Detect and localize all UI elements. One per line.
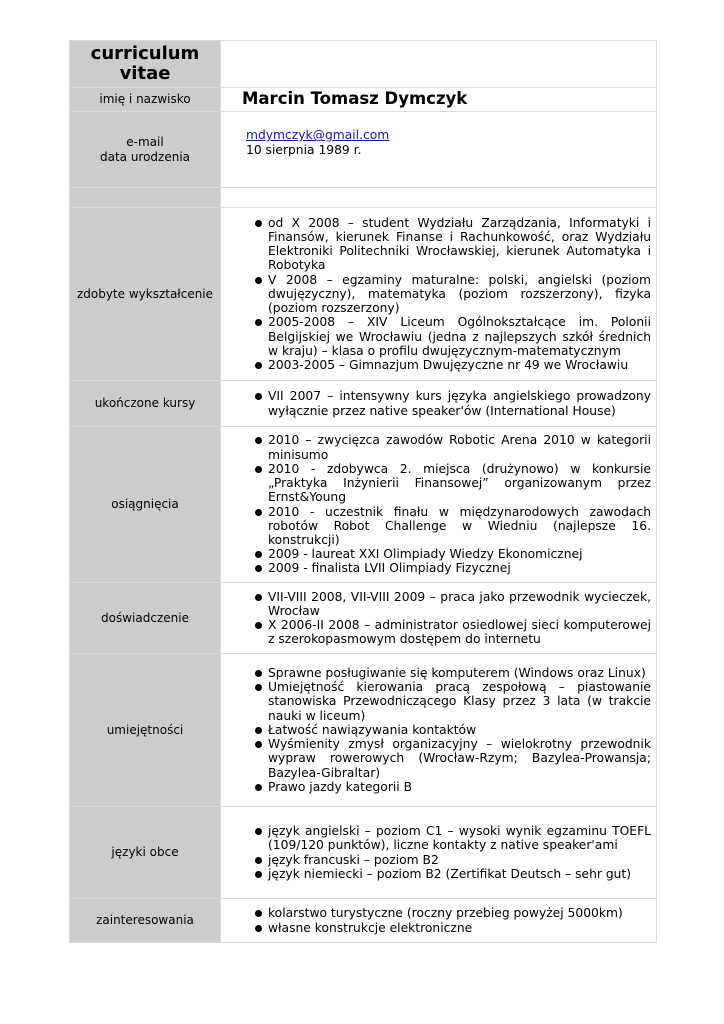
interests-label: zainteresowania — [70, 899, 221, 943]
interests-cell — [221, 899, 657, 943]
name-label: imię i nazwisko — [70, 88, 221, 112]
email-link[interactable]: mdymczyk@gmail.com — [246, 128, 390, 143]
list-item: 2005-2008 – XIV Liceum Ogólnokształcące im. Polonii Belgijskiej we Wrocławiu (jedna z najlepszych szkół średnich w kraju) – klasa o profilu dwujęzycznym-matematycznym — [268, 315, 651, 358]
interests-list — [221, 906, 656, 934]
list-item: VII-VIII 2008, VII-VIII 2009 – praca jako przewodnik wycieczek, Wrocław — [268, 589, 651, 618]
birth-date: 10 sierpnia 1989 r. — [246, 143, 362, 157]
languages-label: języki obce — [70, 807, 221, 899]
education-list — [221, 216, 656, 372]
achievements-row — [70, 427, 657, 583]
contact-label-cell — [70, 112, 221, 188]
contact-cell — [221, 112, 657, 188]
cv-title: curriculum vitae — [90, 43, 200, 84]
courses-cell — [221, 381, 657, 427]
list-item: kolarstwo turystyczne (roczny przebieg powyżej 5000km) — [268, 906, 651, 920]
list-item: Łatwość nawiązywania kontaktów — [268, 723, 651, 737]
achievements-cell — [221, 427, 657, 583]
spacer-value-cell — [221, 188, 657, 208]
list-item: własne konstrukcje elektroniczne — [268, 921, 651, 935]
cv-table — [69, 40, 657, 943]
languages-row — [70, 807, 657, 899]
title-cell — [70, 41, 221, 88]
list-item: Prawo jazdy kategorii B — [268, 780, 651, 794]
title-row — [70, 41, 657, 88]
courses-list — [221, 389, 656, 417]
list-item: 2010 - zdobywca 2. miejsca (drużynowo) w konkursie „Praktyka Inżynierii Finansowej” organizowanym przez Ernst&Young — [268, 461, 651, 505]
list-item: język francuski – poziom B2 — [268, 853, 651, 867]
skills-row — [70, 654, 657, 807]
list-item: 2010 – zwycięzca zawodów Robotic Arena 2010 w kategorii minisumo — [268, 433, 651, 462]
spacer-label-cell — [70, 188, 221, 208]
list-item: 2003-2005 – Gimnazjum Dwujęzyczne nr 49 we Wrocławiu — [268, 358, 651, 372]
education-label: zdobyte wykształcenie — [70, 208, 221, 381]
achievements-label: osiągnięcia — [70, 427, 221, 583]
name-cell — [221, 88, 657, 112]
list-item: Wyśmienity zmysł organizacyjny – wielokrotny przewodnik wypraw rowerowych (Wrocław-Rzym; Bazylea-Prowansja; Bazylea-Gibraltar) — [268, 737, 651, 780]
list-item: język angielski – poziom C1 – wysoki wynik egzaminu TOEFL (109/120 punktów), liczne kontakty z native speaker'ami — [268, 824, 651, 853]
languages-list — [221, 824, 656, 881]
list-item: 2010 - uczestnik finału w międzynarodowych zawodach robotów Robot Challenge w Wiedniu (najlepsze 16. konstrukcji) — [268, 504, 651, 547]
full-name: Marcin Tomasz Dymczyk — [242, 89, 468, 109]
list-item: język niemiecki – poziom B2 (Zertifikat Deutsch – sehr gut) — [268, 867, 651, 881]
courses-label: ukończone kursy — [70, 381, 221, 427]
birth-date-label: data urodzenia — [99, 149, 191, 164]
email-label: e-mail — [126, 134, 164, 149]
experience-cell — [221, 583, 657, 654]
languages-cell — [221, 807, 657, 899]
list-item: od X 2008 – student Wydziału Zarządzania, Informatyki i Finansów, kierunek Finanse i Rachunkowość, oraz Wydziału Elektroniki Politechniki Wrocławskiej, kierunek Automatyka i Robotyka — [268, 215, 651, 273]
skills-cell — [221, 654, 657, 807]
education-row — [70, 208, 657, 381]
experience-list — [221, 590, 656, 647]
list-item: VII 2007 – intensywny kurs języka angielskiego prowadzony wyłącznie przez native speaker'ów (International House) — [268, 389, 651, 418]
education-cell — [221, 208, 657, 381]
contact-row — [70, 112, 657, 188]
name-row — [70, 88, 657, 112]
spacer-row — [70, 188, 657, 208]
list-item: 2009 - laureat XXI Olimpiady Wiedzy Ekonomicznej — [268, 547, 651, 561]
achievements-list — [221, 433, 656, 575]
list-item: Sprawne posługiwanie się komputerem (Windows oraz Linux) — [268, 666, 651, 680]
skills-label: umiejętności — [70, 654, 221, 807]
skills-list — [221, 666, 656, 794]
courses-row — [70, 381, 657, 427]
list-item: V 2008 – egzaminy maturalne: polski, angielski (poziom dwujęzyczny), matematyka (poziom rozszerzony), fizyka (poziom rozszerzony) — [268, 272, 651, 316]
experience-label: doświadczenie — [70, 583, 221, 654]
interests-row — [70, 899, 657, 943]
title-blank-cell — [221, 41, 657, 88]
list-item: Umiejętność kierowania pracą zespołową – piastowanie stanowiska Przewodniczącego Klasy przez 3 lata (w trakcie nauki w liceum) — [268, 680, 651, 723]
list-item: X 2006-II 2008 – administrator osiedlowej sieci komputerowej z szerokopasmowym dostępem do internetu — [268, 618, 651, 647]
experience-row — [70, 583, 657, 654]
list-item: 2009 - finalista LVII Olimpiady Fizycznej — [268, 561, 651, 575]
